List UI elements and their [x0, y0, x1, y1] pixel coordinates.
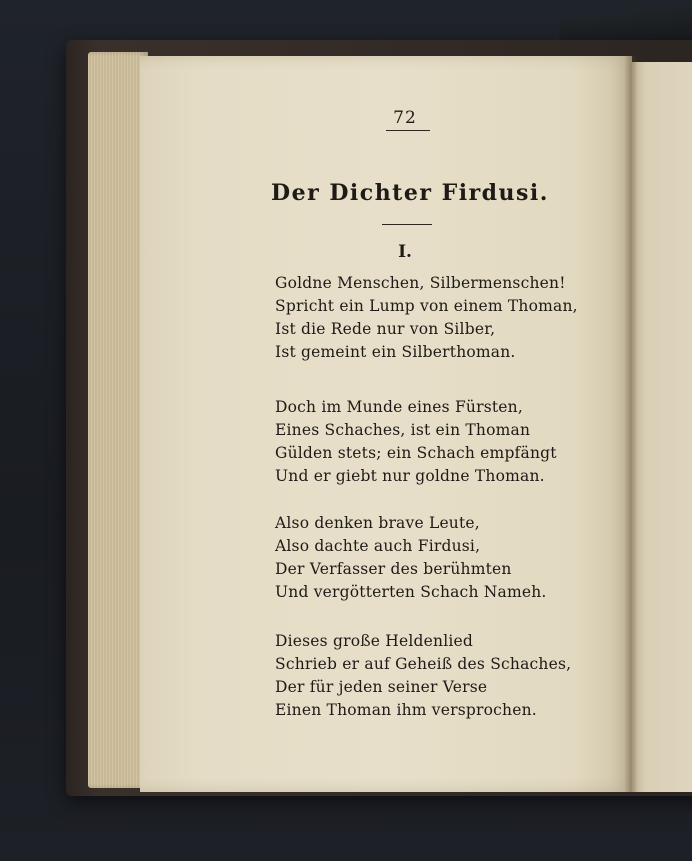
verse-line: Einen Thoman ihm versprochen.	[275, 701, 537, 719]
verse-line: Gülden stets; ein Schach empfängt	[275, 444, 557, 462]
verse-line: Der für jeden seiner Verse	[275, 678, 488, 696]
page-number: 72	[393, 108, 417, 128]
page-edges	[88, 52, 148, 788]
verse-line: Ist gemeint ein Silberthoman.	[275, 343, 516, 361]
verse-line: Schrieb er auf Geheiß des Schaches,	[275, 655, 572, 673]
section-number: I.	[398, 242, 412, 262]
facing-page	[632, 62, 692, 792]
verse-line: Also dachte auch Firdusi,	[275, 537, 481, 555]
page-number-rule	[386, 130, 430, 131]
verse-line: Ist die Rede nur von Silber,	[275, 320, 496, 338]
verse-line: Goldne Menschen, Silbermenschen!	[275, 274, 566, 292]
stanza	[275, 396, 635, 488]
stanza	[275, 512, 635, 604]
poem-title: Der Dichter Firdusi.	[271, 180, 549, 206]
verse-line: Doch im Munde eines Fürsten,	[275, 398, 523, 416]
verse-line: Und er giebt nur goldne Thoman.	[275, 467, 545, 485]
page-content	[140, 56, 632, 792]
verse-line: Dieses große Heldenlied	[275, 632, 474, 650]
verse-line: Eines Schaches, ist ein Thoman	[275, 421, 531, 439]
title-rule	[382, 224, 432, 225]
verse-line: Also denken brave Leute,	[275, 514, 480, 532]
verse-line: Spricht ein Lump von einem Thoman,	[275, 297, 578, 315]
stanza	[275, 630, 635, 722]
stanza	[275, 272, 635, 364]
verse-line: Der Verfasser des berühmten	[275, 560, 512, 578]
verse-line: Und vergötterten Schach Nameh.	[275, 583, 547, 601]
